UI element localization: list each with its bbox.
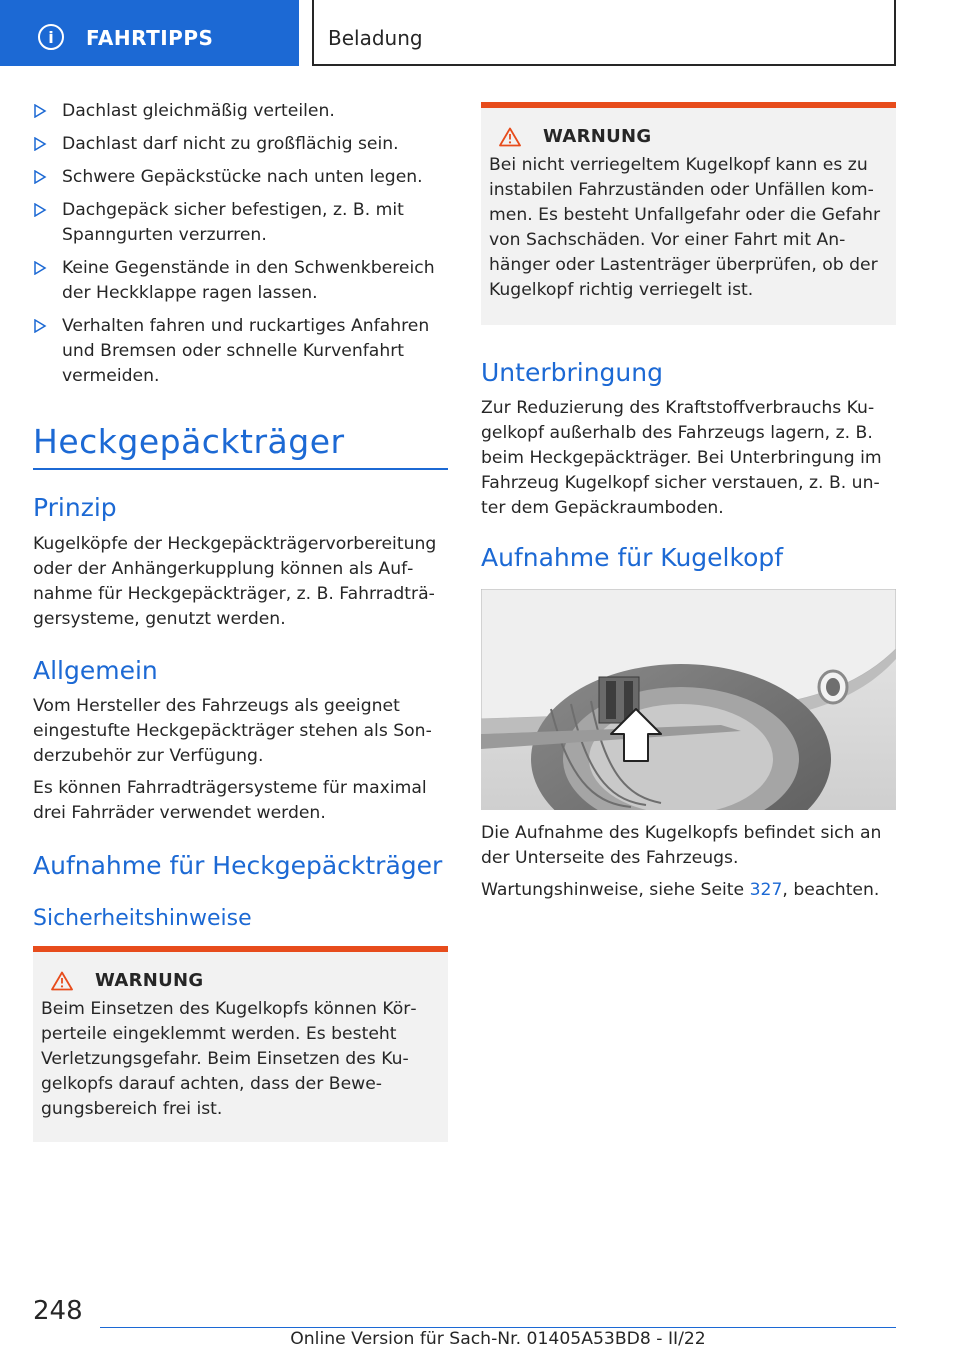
footer-online-version: Online Version für Sach-Nr. 01405A53BD8 - II/22 bbox=[290, 1329, 706, 1349]
section-title: Beladung bbox=[328, 26, 423, 50]
page-number: 248 bbox=[33, 1296, 83, 1326]
maintenance-note: Wartungshinweise, siehe Seite 327, beachten. bbox=[481, 880, 880, 900]
warning-title: WARNUNG bbox=[543, 126, 652, 147]
section-header bbox=[312, 0, 896, 66]
triangle-bullet-icon bbox=[33, 261, 47, 275]
figure-caption: Die Aufnahme des Kugelkopfs befindet sich an der Unterseite des Fahrzeugs. bbox=[481, 823, 882, 868]
triangle-bullet-icon bbox=[33, 319, 47, 333]
section-heading-prinzip: Prinzip bbox=[33, 493, 117, 522]
warning-text: Bei nicht verriegeltem Kugelkopf kann es zu instabilen Fahrzuständen oder Unfällen kommen. Es besteht Unfallgefahr oder die Gefahr von Sachschäden. Vor einer Fahrt mit Anhänger oder Lastenträger überprüfen, ob der Kugelkopf richtig verriegelt ist. bbox=[489, 155, 881, 300]
info-icon: i bbox=[38, 24, 64, 50]
warning-icon bbox=[499, 127, 521, 147]
footer-rule bbox=[100, 1327, 896, 1328]
list-item: Schwere Gepäckstücke nach unten legen. bbox=[33, 165, 448, 190]
section-heading-allgemein: Allgemein bbox=[33, 656, 158, 685]
vehicle-underside-illustration bbox=[481, 589, 896, 810]
page-reference-link[interactable]: 327 bbox=[749, 880, 783, 900]
bullet-list bbox=[33, 99, 448, 397]
warning-box bbox=[33, 946, 448, 1142]
warning-icon bbox=[51, 971, 73, 991]
heading-rule bbox=[33, 468, 448, 470]
triangle-bullet-icon bbox=[33, 203, 47, 217]
prinzip-text: Kugelköpfe der Heckgepäckträgervorbereitung oder der Anhängerkupplung können als Aufnahme für Heckgepäckträger, z. B. Fahrradträgersysteme, genutzt werden. bbox=[33, 534, 437, 629]
tow-hook-mount-illustration bbox=[481, 589, 896, 810]
warning-box bbox=[481, 102, 896, 325]
unterbringung-text: Zur Reduzierung des Kraftstoffverbrauchs Kugelkopf außerhalb des Fahrzeugs lagern, z. B. beim Heckgepäckträger. Bei Unterbringung im Fahrzeug Kugelkopf sicher verstauen, z. B. unter dem Gepäckraumboden. bbox=[481, 398, 882, 518]
section-heading-kugelkopf: Aufnahme für Kugelkopf bbox=[481, 543, 784, 572]
list-item: Dachlast gleichmäßig verteilen. bbox=[33, 99, 448, 124]
list-item: Keine Gegenstände in den Schwenkbereich der Heckklappe ragen lassen. bbox=[33, 256, 448, 306]
allgemein-text-2: Es können Fahrradträgersysteme für maximal drei Fahrräder verwendet werden. bbox=[33, 778, 427, 823]
warning-title: WARNUNG bbox=[95, 970, 204, 991]
section-heading-unterbringung: Unterbringung bbox=[481, 358, 663, 387]
list-item: Dachgepäck sicher befestigen, z. B. mit Spanngurten verzurren. bbox=[33, 198, 448, 248]
warning-text: Beim Einsetzen des Kugelkopfs können Körperteile eingeklemmt werden. Es besteht Verletzungsgefahr. Beim Einsetzen des Kugelkopfs darauf achten, dass der Bewegungsbereich frei ist. bbox=[41, 999, 417, 1119]
triangle-bullet-icon bbox=[33, 137, 47, 151]
chapter-title: FAHRTIPPS bbox=[86, 26, 214, 50]
subsection-heading-sicherheit: Sicherheitshinweise bbox=[33, 906, 252, 931]
triangle-bullet-icon bbox=[33, 170, 47, 184]
main-heading: Heckgepäckträger bbox=[33, 422, 345, 461]
list-item: Verhalten fahren und ruckartiges Anfahren und Bremsen oder schnelle Kurvenfahrt vermeiden. bbox=[33, 314, 448, 389]
allgemein-text-1: Vom Hersteller des Fahrzeugs als geeignet eingestufte Heckgepäckträger stehen als Sonderzubehör zur Verfügung. bbox=[33, 696, 432, 766]
list-item: Dachlast darf nicht zu großflächig sein. bbox=[33, 132, 448, 157]
chapter-tab[interactable] bbox=[0, 0, 299, 66]
section-heading-aufnahme: Aufnahme für Heckgepäckträger bbox=[33, 851, 443, 880]
triangle-bullet-icon bbox=[33, 104, 47, 118]
